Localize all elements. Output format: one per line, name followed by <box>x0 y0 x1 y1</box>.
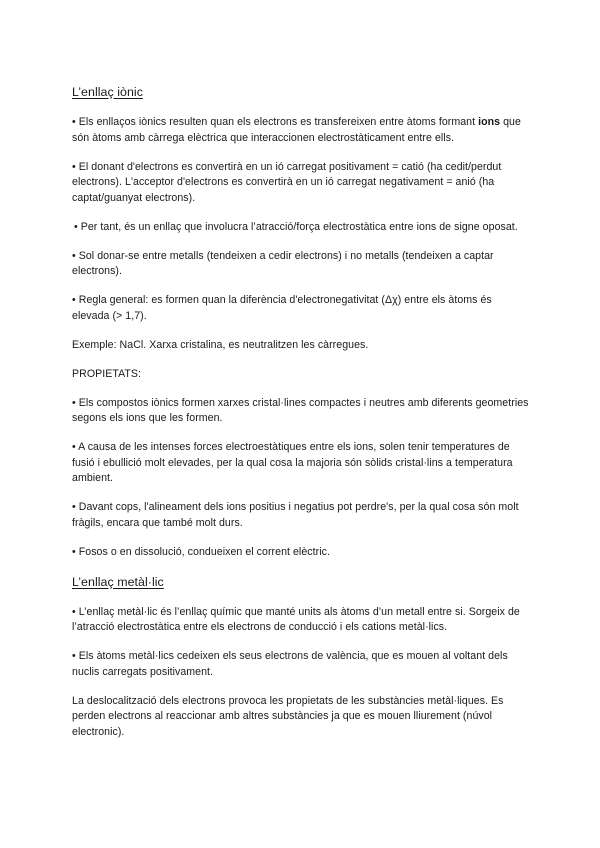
paragraph-electrostatic-attraction: • Per tant, és un enllaç que involucra l’atracció/força electrostàtica entre ions de signe oposat. <box>74 220 518 233</box>
paragraph-metallic-definition: • L’enllaç metàl·lic és l’enllaç químic que manté units als àtoms d’un metall entre si. Sorgeix de l’atracció electrostàtica entre els electrons de conducció i els cations metàl·lics. <box>72 605 520 633</box>
section-heading-metallic-bond: L’enllaç metàl·lic <box>72 574 164 589</box>
paragraph-text: que són àtoms amb càrrega elèctrica que interaccionen electrostàticament entre ells. <box>72 116 521 144</box>
bold-term-ions: ions <box>478 116 501 128</box>
paragraph-ionic-definition <box>72 115 532 146</box>
paragraph-property-melting: • A causa de les intenses forces electroestàtiques entre els ions, solen tenir temperatures de fusió i ebullició molt elevades, per la qual cosa la majoria són sòlids cristal·lins a temperatura ambient. <box>72 441 513 484</box>
paragraph-general-rule: • Regla general: es formen quan la diferència d'electronegativitat (Δχ) entre els àtoms és elevada (> 1,7). <box>72 294 492 322</box>
document-body <box>72 84 532 740</box>
paragraph-property-lattice: • Els compostos iònics formen xarxes cristal·lines compactes i neutres amb diferents geometries segons els ions que les formen. <box>72 396 529 424</box>
properties-label: PROPIETATS: <box>72 367 142 380</box>
paragraph-delocalization: La deslocalització dels electrons provoca les propietats de les substàncies metàl·liques. Es perden electrons al reaccionar amb altres substàncies ja que es mouen lliurement (núvol electronic). <box>72 694 504 738</box>
paragraph-valence-electrons: • Els àtoms metàl·lics cedeixen els seus electrons de valència, que es mouen al voltant dels nuclis carregats positivament. <box>72 650 508 678</box>
paragraph-metals-nonmetals: • Sol donar-se entre metalls (tendeixen a cedir electrons) i no metalls (tendeixen a captar electrons). <box>72 249 494 277</box>
paragraph-text: • Els enllaços iònics resulten quan els electrons es transfereixen entre àtoms formant <box>72 116 479 128</box>
section-heading-ionic-bond: L’enllaç iònic <box>72 85 143 99</box>
paragraph-property-brittle: • Davant cops, l'alineament dels ions positius i negatius pot perdre's, per la qual cosa són molt fràgils, encara que també molt durs. <box>72 501 519 529</box>
paragraph-property-conductivity: • Fosos o en dissolució, condueixen el corrent elèctric. <box>72 545 330 558</box>
paragraph-example: Exemple: NaCl. Xarxa cristalina, es neutralitzen les càrregues. <box>72 338 369 351</box>
paragraph-cation-anion: • El donant d'electrons es convertirà en un ió carregat positivament = catió (ha cedit/perdut electrons). L'acceptor d'electrons es convertirà en un ió carregat negativament = anió (ha captat/guanyat electrons). <box>72 160 502 204</box>
